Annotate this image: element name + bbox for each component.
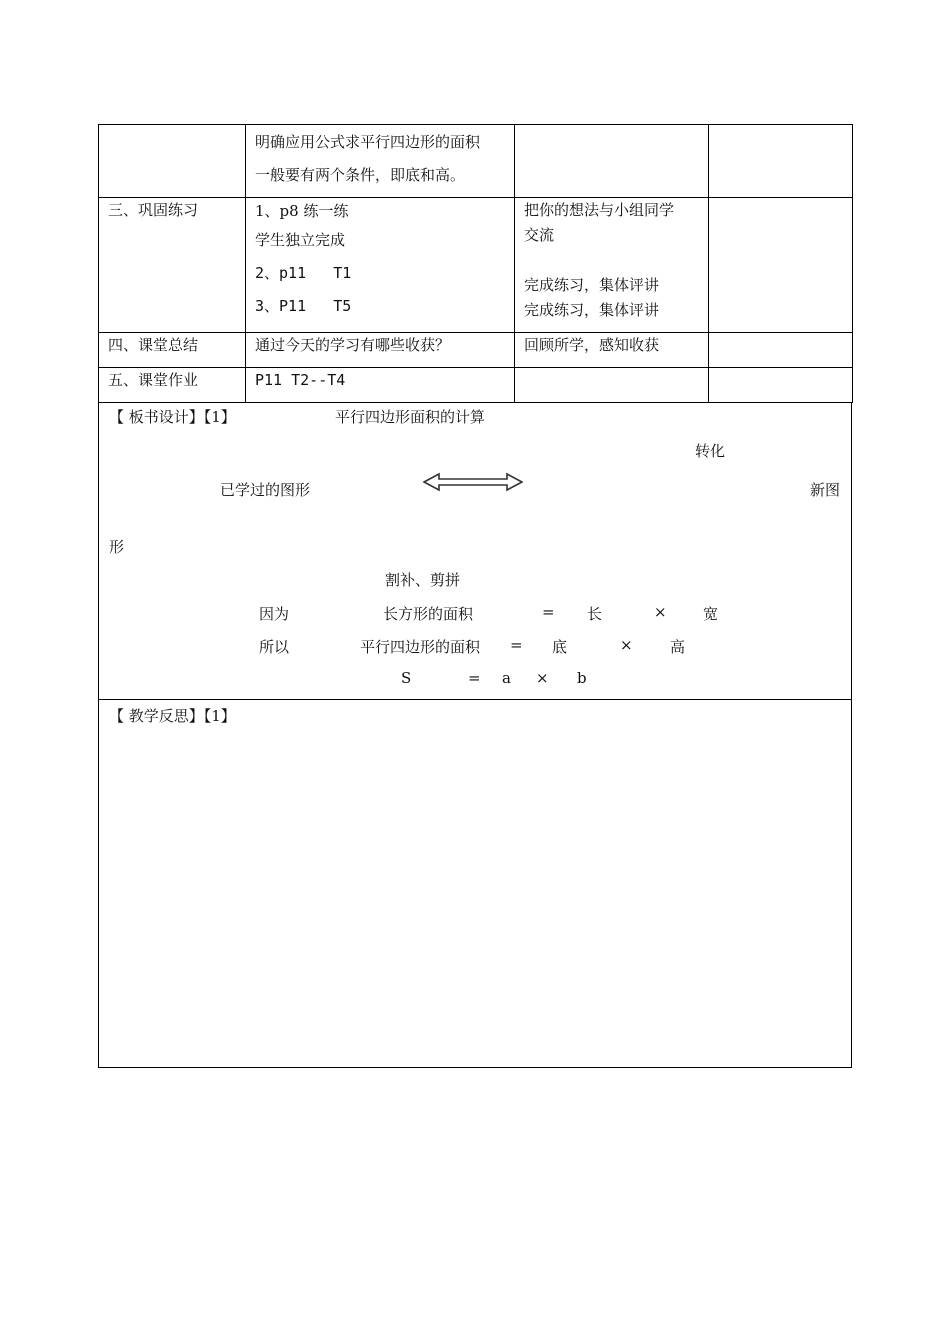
note-cell (709, 368, 853, 403)
board-title: 平行四边形面积的计算 (335, 408, 486, 426)
rect-area-label: 长方形的面积 (383, 605, 474, 623)
equals-sign: = (542, 603, 555, 621)
content-line: 学生独立完成 (255, 231, 346, 249)
note-cell (709, 125, 853, 198)
transform-label: 转化 (695, 442, 726, 460)
para-area-label: 平行四边形的面积 (360, 638, 481, 656)
table-row (99, 198, 853, 333)
lesson-table (98, 124, 853, 403)
times-sign: × (620, 636, 633, 654)
content-cell (246, 198, 515, 333)
content-line: 一般要有两个条件，即底和高。 (255, 166, 466, 184)
reflection-heading: 【 教学反思】【1】 (109, 707, 236, 725)
content-line: 明确应用公式求平行四边形的面积 (255, 133, 481, 151)
student-line: 完成练习，集体评讲 (524, 301, 660, 319)
table-row (99, 125, 853, 198)
stage-cell: 五、课堂作业 (99, 368, 246, 403)
lesson-plan-document (98, 124, 852, 1068)
times-sign: × (654, 603, 667, 621)
board-design-section (98, 403, 852, 700)
times-sign: × (536, 669, 549, 687)
note-cell (709, 333, 853, 368)
length-label: 长 (587, 605, 603, 623)
base-label: 底 (552, 638, 568, 656)
width-label: 宽 (703, 605, 719, 623)
board-heading: 【 板书设计】【1】 (109, 408, 236, 426)
height-label: 高 (670, 638, 686, 656)
formula-a: a (502, 669, 511, 687)
note-cell (709, 198, 853, 333)
content-cell (246, 125, 515, 198)
content-cell: 通过今天的学习有哪些收获？ (246, 333, 515, 368)
equals-sign: = (510, 636, 523, 654)
stage-cell: 三、巩固练习 (99, 198, 246, 333)
content-line: 2、p11 T1 (255, 264, 352, 282)
student-line: 交流 (524, 226, 555, 244)
table-row (99, 333, 853, 368)
right-shape-label: 新图 (810, 481, 841, 499)
content-cell: P11 T2--T4 (246, 368, 515, 403)
student-cell (515, 198, 709, 333)
therefore-label: 所以 (259, 638, 290, 656)
stage-cell (99, 125, 246, 198)
formula-b: b (577, 669, 587, 687)
teaching-reflection-section (98, 700, 852, 1068)
student-cell (515, 368, 709, 403)
equals-sign: = (468, 669, 481, 687)
student-cell (515, 125, 709, 198)
student-line: 把你的想法与小组同学 (524, 201, 675, 219)
formula-s: S (401, 669, 412, 687)
stage-cell: 四、课堂总结 (99, 333, 246, 368)
table-row (99, 368, 853, 403)
student-line: 完成练习，集体评讲 (524, 276, 660, 294)
student-cell: 回顾所学，感知收获 (515, 333, 709, 368)
content-line: 3、P11 T5 (255, 297, 352, 315)
double-arrow-icon (423, 472, 523, 492)
because-label: 因为 (259, 605, 290, 623)
right-shape-label-cont: 形 (109, 538, 125, 556)
method-label: 割补、剪拼 (385, 571, 461, 589)
content-line: 1、p8 练一练 (255, 202, 349, 220)
left-shape-label: 已学过的图形 (220, 481, 311, 499)
